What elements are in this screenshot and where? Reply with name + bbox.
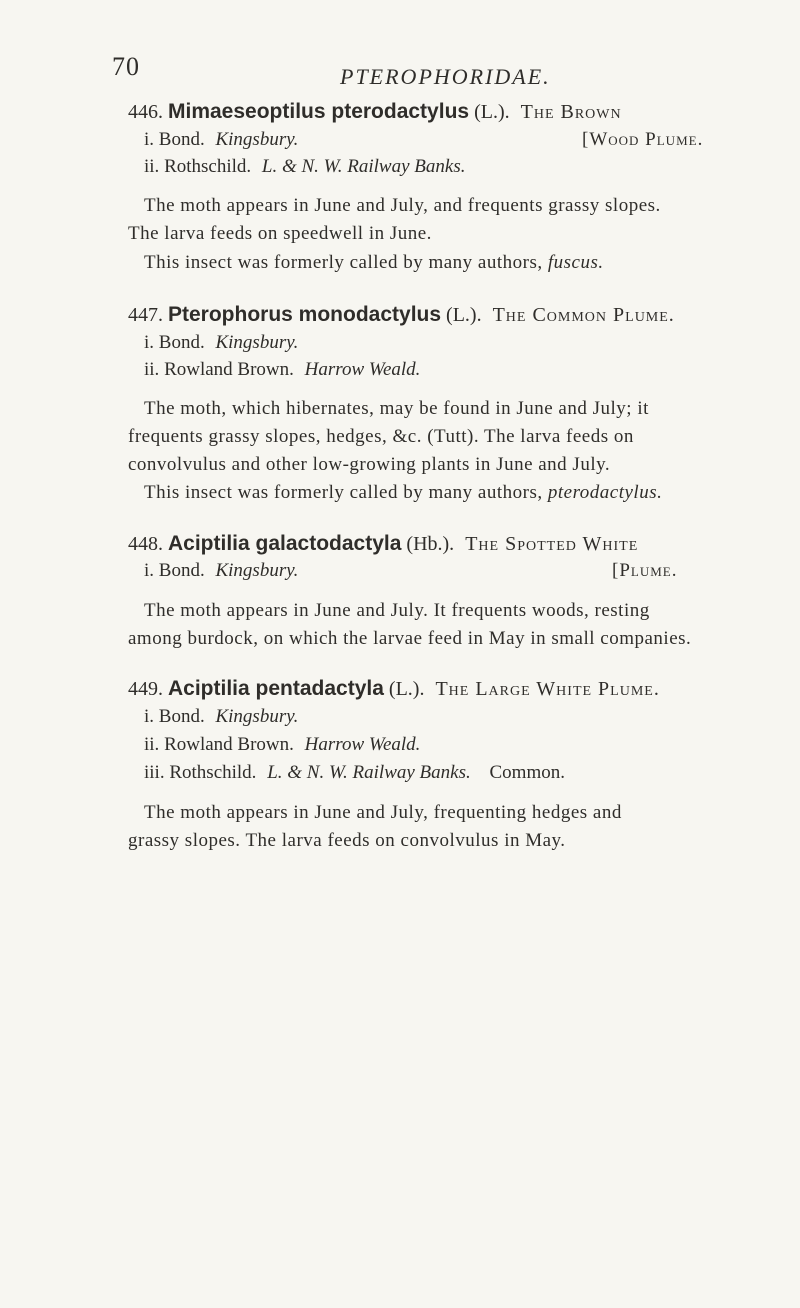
entry-448-text-2: among burdock, on which the larvae feed in May in small companies. (128, 628, 692, 649)
entry-446-synonym-note (144, 251, 604, 275)
record-place: L. & N. W. Railway Banks. (267, 762, 471, 783)
entry-449-record-1 (144, 705, 298, 729)
common-name: The Brown (520, 101, 622, 123)
entry-448-text-1: The moth appears in June and July. It frequents woods, resting (144, 600, 650, 621)
record-collector: Rowland Brown. (164, 359, 294, 380)
record-roman: i. (144, 560, 155, 581)
entry-448-record-1 (144, 559, 298, 583)
entry-number: 447. (128, 304, 163, 326)
species-author: (L.). (474, 101, 510, 123)
entry-447-record-2 (144, 358, 420, 382)
entry-446-record-2 (144, 155, 465, 179)
record-roman: iii. (144, 762, 165, 783)
page-number: 70 (112, 52, 140, 81)
entry-449-text-2: grassy slopes. The larva feeds on convolvulus in May. (128, 830, 566, 851)
entry-447-text-2: frequents grassy slopes, hedges, &c. (Tutt). The larva feeds on (128, 426, 634, 447)
record-place: Harrow Weald. (304, 734, 421, 755)
entry-446-record-1 (144, 128, 298, 152)
species-name: Aciptilia pentadactyla (168, 677, 384, 700)
record-roman: i. (144, 706, 155, 727)
entry-449-text-1: The moth appears in June and July, frequenting hedges and (144, 802, 622, 823)
species-author: (Hb.). (406, 533, 455, 555)
record-place: Kingsbury. (215, 129, 299, 150)
common-name-continuation: [Wood Plume. (582, 129, 704, 150)
species-name: Mimaeseoptilus pterodactylus (168, 100, 470, 123)
entry-number: 446. (128, 101, 163, 123)
species-author: (L.). (388, 678, 425, 700)
running-head: PTEROPHORIDAE. (340, 64, 551, 89)
record-place: Kingsbury. (215, 706, 299, 727)
record-roman: ii. (144, 734, 160, 755)
entry-447-heading (128, 303, 675, 327)
record-collector: Bond. (158, 332, 205, 353)
entry-number: 448. (128, 533, 163, 555)
entry-447-record-1 (144, 331, 298, 355)
record-collector: Bond. (158, 560, 205, 581)
record-place: L. & N. W. Railway Banks. (261, 156, 466, 177)
record-collector: Rothschild. (164, 156, 252, 177)
record-collector: Bond. (158, 706, 205, 727)
entry-448-heading (128, 532, 638, 556)
record-collector: Bond. (158, 129, 205, 150)
synonym-name: fuscus. (547, 252, 604, 273)
record-roman: i. (144, 332, 155, 353)
common-name: The Common Plume. (492, 304, 675, 326)
entry-446-text-2: The larva feeds on speedwell in June. (128, 223, 432, 244)
common-name: The Spotted White (465, 533, 639, 555)
record-roman: ii. (144, 359, 160, 380)
common-name-continuation: [Plume. (612, 560, 678, 581)
entry-449-heading (128, 677, 660, 701)
record-roman: ii. (144, 156, 160, 177)
common-name: The Large White Plume. (435, 678, 660, 700)
record-note: Common. (489, 762, 565, 783)
entry-449-record-2 (144, 733, 420, 757)
record-place: Kingsbury. (215, 560, 299, 581)
entry-447-synonym-note (144, 481, 662, 505)
record-place: Kingsbury. (215, 332, 299, 353)
record-roman: i. (144, 129, 155, 150)
species-name: Pterophorus monodactylus (168, 303, 442, 326)
synonym-text: This insect was formerly called by many authors, (144, 252, 543, 273)
record-collector: Rothschild. (169, 762, 257, 783)
entry-447-text-3: convolvulus and other low-growing plants in June and July. (128, 454, 611, 475)
entry-447-text-1: The moth, which hibernates, may be found in June and July; it (144, 398, 649, 419)
entry-446-text-1: The moth appears in June and July, and frequents grassy slopes. (144, 195, 661, 216)
synonym-name: pterodactylus. (547, 482, 663, 503)
entry-number: 449. (128, 678, 163, 700)
entry-446-heading (128, 100, 622, 124)
entry-449-record-3 (144, 761, 565, 785)
synonym-text: This insect was formerly called by many authors, (144, 482, 543, 503)
species-author: (L.). (446, 304, 482, 326)
species-name: Aciptilia galactodactyla (168, 532, 402, 555)
record-place: Harrow Weald. (304, 359, 421, 380)
record-collector: Rowland Brown. (164, 734, 294, 755)
